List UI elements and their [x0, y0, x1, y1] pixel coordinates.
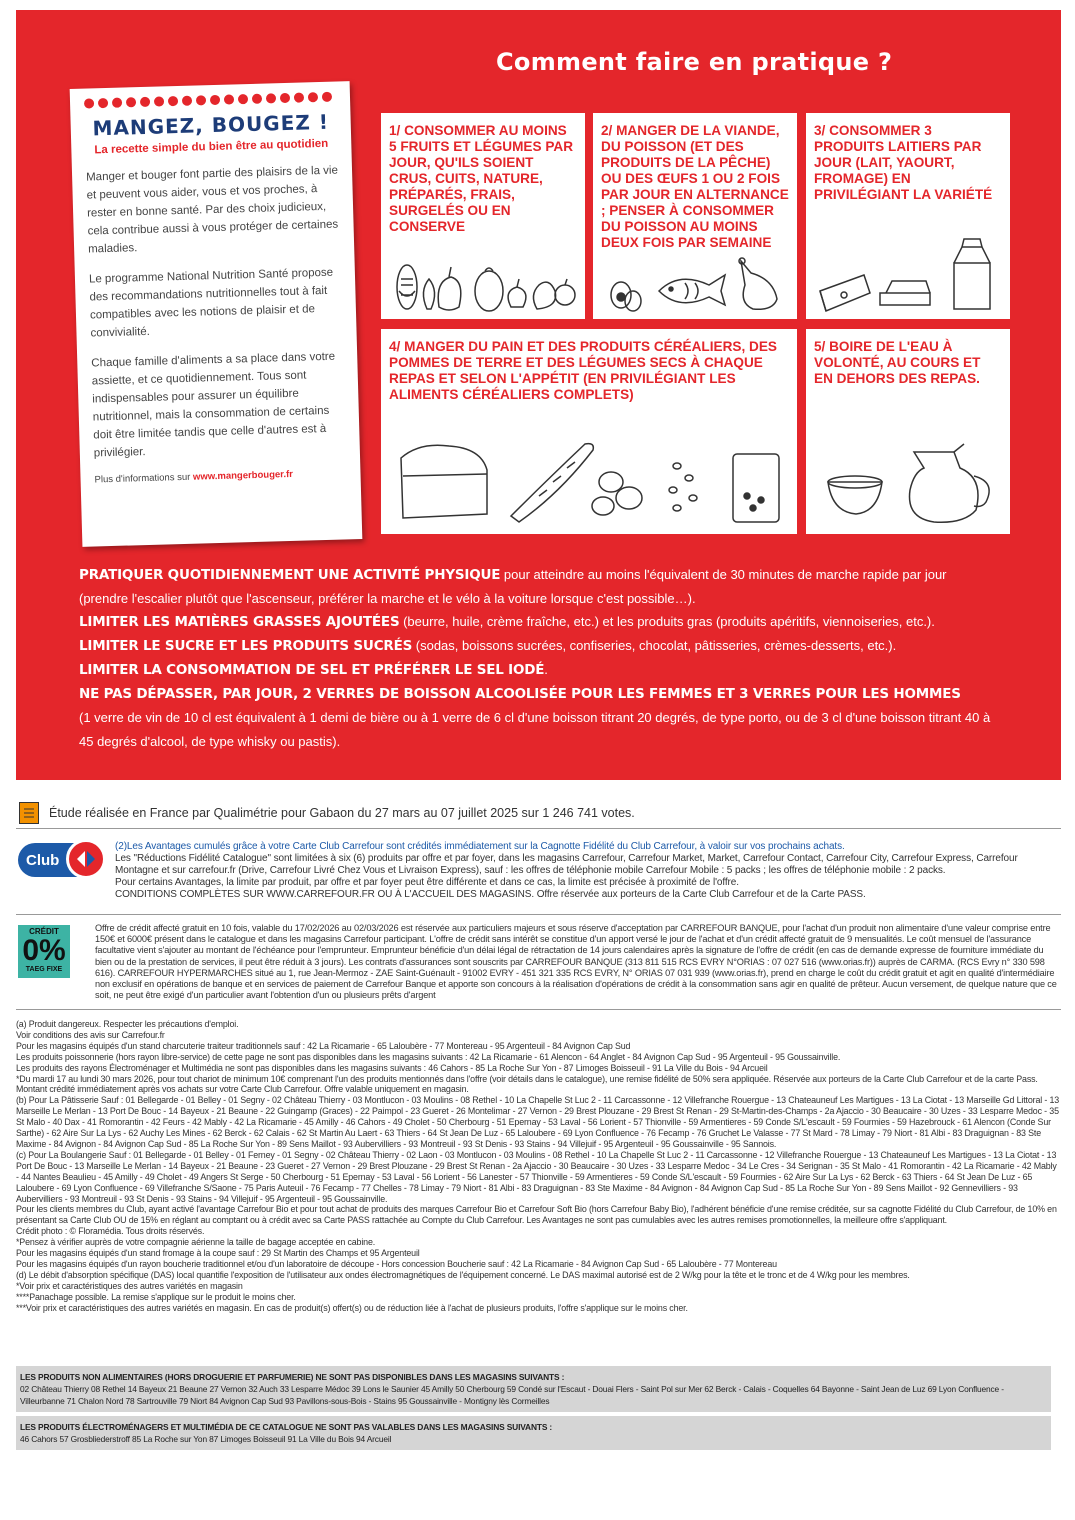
note: Pour les magasins équipés d'un stand charcuterie traiteur traditionnels sauf : 42 La Ricamarie - 65 Laloubère - 77 Montereau - 95 Argenteuil - 84 Avignon Cap Sud [16, 1040, 631, 1051]
card-meat-fish-eggs [593, 113, 797, 319]
divider [16, 828, 1061, 829]
panel-title: Comment faire en pratique ? [496, 48, 893, 76]
notepad-rings [84, 92, 336, 109]
non-food-exclusions [16, 1366, 1051, 1412]
note: Les produits poissonnerie (hors rayon libre-service) de cette page ne sont pas disponibles dans les magasins suivants : 42 La Ricamarie - 61 Alencon - 64 Anglet - 84 Avignon Cap Sud - 95 Argenteuil - 95 Goussainville. [16, 1051, 841, 1062]
guideline: LIMITER LA CONSOMMATION DE SEL ET PRÉFÉRER LE SEL IODÉ. [79, 662, 548, 678]
note: (c) Pour La Boulangerie Sauf : 01 Bellegarde - 01 Belley - 01 Ferney - 01 Segny - 02 Château Thierry - 02 Laon - 03 Montlucon - 03 Moulins - 08 Rethel - 10 La Chapelle St Luc 2 - 11 Carcassonne - 12 Villefranche Rouergue - 13 Chateauneuf Les Martigues - 13 La Ciotat - 13 Port De Bouc - 13 Marseille Le Merlan - 14 Bayeux - 21 Beaune - 23 Gueret - 27 Vernon - 29 Brest Plouzane - 29 Brest St Renan - 2a Ajaccio - 30 Beaucaire - 30 Uzes - 33 Lesparre Medoc - 34 Le Cres - 34 Serignan - 35 St Malo - 41 Romorantin - 42 La Ricamarie - 42 Mably - 44 Nantes Beaulieu - 45 Amilly - 49 Cholet - 49 Angers St Serge - 50 Cherbourg - 51 Epernay - 53 Laval - 56 Lorient - 56 Lanester - 57 Thionville - 59 Armentieres - 59 Conde S/L'escault - 59 Fourmies - 62 Aire Sur La Lys - 62 Berck - 63 Thiers - 64 St Jean De Luz - 65 Laloubere - 69 Lyon Confluence - 69 Villefranche S/Saone - 75 Paris Auteuil - 76 Fecamp - 77 Chelles - 78 Limay - 79 Niort - 81 Albi - 83 Draguignan - 83 Ste Maxime - 84 Avignon - 84 Avignon Cap Sud - 85 La Roche Sur Yon - 89 Sens Maillot - 92 Gennevilliers - 93 Aubervilliers - 93 Montreuil - 93 St Denis - 93 Stains - 94 Villejuif - 95 Argenteuil - 95 Goussainville. [16, 1149, 1057, 1204]
card-text: 2/ MANGER DE LA VIANDE, DU POISSON (ET DES PRODUITS DE LA PÊCHE) OU DES ŒUFS 1 OU 2 FOIS PAR JOUR EN ALTERNANCE ; PENSER À CONSOMMER DU POISSON AU MOINS DEUX FOIS PAR SEMAINE [601, 123, 789, 250]
notepad-title: MANGEZ, BOUGEZ ! [92, 109, 330, 141]
notepad-paragraph: Le programme National Nutrition Santé propose des recommandations nutritionnelles tout à fait compatibles avec les notions de plaisir et de convivialité. [88, 266, 334, 340]
note: (a) Produit dangereux. Respecter les précautions d'emploi. [16, 1019, 239, 1029]
note: *Pensez à vérifier auprès de votre compagnie aérienne la taille de bagage acceptée en cabine. [16, 1237, 376, 1248]
mangerbouger-link[interactable]: www.mangerbouger.fr [192, 468, 294, 483]
guideline: LIMITER LE SUCRE ET LES PRODUITS SUCRÉS (sodas, boissons sucrées, confiseries, chocolat, pâtisseries, crèmes-desserts, etc.). [79, 638, 897, 654]
study-badge-icon [19, 802, 39, 824]
note: Les produits des rayons Électroménager et Multimédia ne sont pas disponibles dans les magasins suivants : 46 Cahors - 85 La Roche Sur Yon - 87 Limoges Boisseuil - 91 La Ville du Bois - 94 Arcueil [16, 1062, 768, 1073]
bowl-pitcher-illustration [814, 438, 1002, 528]
box-title: LES PRODUITS ÉLECTROMÉNAGERS ET MULTIMÉDIA DE CE CATALOGUE NE SONT PAS VALABLES DANS LES MAGASINS SUIVANTS : [20, 1422, 553, 1432]
note: *Du mardi 17 au lundi 30 mars 2026, pour tout chariot de minimum 10€ comprenant l'un des produits mentionnés dans l'offre (voir détails dans le catalogue), une remise fidélité de 50% sera appliquée. Réservée aux porteurs de la Carte Club Carrefour et de la carte Pass. Montant crédité immédiatement après vos achats sur votre Carte Club Carrefour. Offre valable uniquement en magasin. [16, 1073, 1038, 1095]
note: ****Panachage possible. La remise s'applique sur le produit le moins cher. [16, 1291, 296, 1302]
note: Pour les magasins équipés d'un rayon boucherie traditionnel et/ou d'un laboratoire de découpe - Hors concession Boucherie sauf : 42 La Ricamarie - 84 Avignon Cap Sud - 65 Laloubère - 77 Montereau [16, 1258, 777, 1269]
note: *Voir prix et caractéristiques des autres variétés en magasin [16, 1280, 243, 1291]
club-conditions: (2)Les Avantages cumulés grâce à votre Carte Club Carrefour sont crédités immédiatement sur la Cagnotte Fidélité du Club Carrefour, à valoir sur vos prochains achats. Les "Réductions Fidélité Catalogue" sont limitées à six (6) produits par offre et par foyer, dans les magasins Carrefour, Carrefour Market, Market, Carrefour Contact, Carrefour City, Carrefour Express, Carrefour Montagne et sur carrefour.fr (Drive, Carrefour Livré Chez Vous et Livraison Express), sauf : les offres de téléphonie mobile Carrefour Mobile : 5 packs ; les offres de téléphonie mobile : 2 packs. Pour certains Avantages, la limite par produit, par offre et par foyer peut être différente et dans ce cas, la limite est précisée à proximité de l'offre. CONDITIONS COMPLÈTES SUR WWW.CARREFOUR.FR OU À L'ACCUEIL DES MAGASINS. Offre réservée aux porteurs de la Carte Club Carrefour et de la Carte PASS. [115, 841, 1018, 900]
notepad-more-info: Plus d'informations sur www.mangerbouger.fr [94, 468, 294, 486]
electronics-exclusions [16, 1416, 1051, 1450]
bread-cereals-illustration [389, 438, 789, 528]
study-note [19, 802, 635, 824]
mangez-bougez-notepad [70, 81, 363, 547]
guideline: LIMITER LES MATIÈRES GRASSES AJOUTÉES (beurre, huile, crème fraîche, etc.) et les produits gras (produits apéritifs, viennoiseries, etc.). [79, 614, 935, 630]
divider [16, 914, 1061, 915]
box-stores: 02 Château Thierry 08 Rethel 14 Bayeux 21 Beaune 27 Vernon 32 Auch 33 Lesparre Médoc 39 Lons le Saunier 45 Amilly 50 Cherbourg 59 Condé sur l'Escaut - Douai Flers - Saint Pol sur Mer 62 Berck - Calais - Coquelles 64 Bayonne - Saint Jean de Luz 69 Lyon Confluence - Villeurbanne 71 Chalon Nord 78 Sartrouville 79 Niort 84 Avignon Cap Sud 93 Pavillons-sous-Bois - Stains 95 Goussainville - Montigny lès Cormeilles [20, 1384, 1004, 1406]
card-dairy [806, 113, 1010, 319]
box-title: LES PRODUITS NON ALIMENTAIRES (HORS DROGUERIE ET PARFUMERIE) NE SONT PAS DISPONIBLES DANS LES MAGASINS SUIVANTS : [20, 1372, 565, 1382]
dairy-illustration [814, 233, 1002, 313]
note: Pour les magasins équipés d'un stand fromage à la coupe sauf : 29 St Martin des Champs et 95 Argenteuil [16, 1248, 420, 1259]
legal-notes [16, 1019, 1061, 1313]
card-fruits-vegetables [381, 113, 585, 319]
credit-conditions: Offre de crédit affecté gratuit en 10 fois, valable du 17/02/2026 au 02/03/2026 est réservée aux particuliers majeurs et sous réserve d'acceptation par CARREFOUR BANQUE, pour l'achat d'un produit non alimentaire d'une valeur comprise entre 150€ et 6000€ présent dans le catalogue et dans les magasins Carrefour participant. L'offre de crédit sans intérêt se constitue d'un apport versé le jour de l'achat et d'un crédit affecté gratuit de 9 mensualités. Le coût mensuel de l'assurance facultative vient s'ajouter au montant de l'échéance pour l'emprunteur. Emprunteur bénéficie d'un délai légal de rétractation de 14 jours calendaires après la signature de l'offre de crédit (en cas de demande expresse de fourniture immédiate du bien ou de la prestation de services, il peut être réduit à 3 jours). Les contrats d'assurances sont souscrits par CARREFOUR BANQUE (313 811 515 RCS EVRY N°ORIAS : 07 027 516 (www.orias.fr)) auprès de CARMA. (RCS Evry n° 330 598 616). CARREFOUR HYPERMARCHES situé au 1, rue Jean-Mermoz - ZAE Saint-Guénault - 91002 EVRY - 451 321 335 RCS EVRY, N° ORIAS 07 031 939 (www.orias.fr), prend en charge le coût du crédit gratuit et agit en qualité d'intermédiaire non exclusif en opérations de banque et en services de paiement de Carrefour Banque et apporte son concours à la réalisation d'opérations de crédit à la consommation sans agir en qualité de prêteur. Aucun versement, de quelque nature que ce soit, ne peut être exigé d'un particulier avant l'obtention d'un ou plusieurs prêts d'argent [95, 923, 1057, 1001]
note: (b) Pour La Pâtisserie Sauf : 01 Bellegarde - 01 Belley - 01 Segny - 02 Château Thierry - 03 Montlucon - 03 Moulins - 08 Rethel - 10 La Chapelle St Luc 2 - 11 Carcassonne - 12 Villefranche Rouergue - 13 Chateauneuf Les Martigues - 13 La Ciotat - 13 Marseille Gd Littoral - 13 Marseille Le Merlan - 13 Port De Bouc - 14 Bayeux - 21 Beaune - 22 Guingamp (Graces) - 22 Paimpol - 23 Gueret - 26 Montelimar - 27 Vernon - 29 Brest Plouzane - 29 Brest St Renan - 29 St-Martin-des-Champs - 2a Ajaccio - 30 Beaucaire - 30 Uzes - 33 Lesparre Medoc - 35 St Malo - 40 Dax - 41 Romorantin - 42 Feurs - 42 Mably - 42 La Ricamarie - 45 Amilly - 46 Cahors - 49 Cholet - 50 Cherbourg - 51 Epernay - 53 Laval - 56 Lorient - 57 Thionville - 59 Armentieres - 59 Conde S/L'escault - 59 Fourmies - 59 Hazebrouck - 61 Alencon (Conde Sur Sarthe) - 62 Aire Sur La Lys - 62 Auchy Les Mines - 62 Berck - 62 Calais - 62 St Martin Au Laert - 63 Thiers - 64 St Jean De Luz - 65 Laloubere - 69 Lyon Confluence - 76 Fecamp - 76 Gruchet Le Valasse - 77 St Mard - 78 Limay - 79 Niort - 81 Albi - 83 Draguignan - 83 Ste Maxime - 84 Avignon - 84 Avignon Cap Sud - 85 La Roche Sur Yon - 89 Sens Maillot - 93 Aubervilliers - 93 Montreuil - 93 St Denis - 93 Stains - 94 Villejuif - 95 Argenteuil - 95 Goussainville - 95 Sannois. [16, 1095, 1060, 1149]
notepad-paragraph: Chaque famille d'aliments a sa place dans votre assiette, et ce quotidiennement. Tous sont indispensables pour assurer un équilibre nutritionnel, mais la consommation de certains doit être limitée tandis que celle d'autres est à privilégier. [91, 350, 336, 460]
study-text: Étude réalisée en France par Qualimétrie pour Gabaon du 27 mars au 07 juillet 2025 sur 1 246 741 votes. [49, 806, 635, 820]
note: Pour les clients membres du Club, ayant activé l'avantage Carrefour Bio et pour tout achat de produits des marques Carrefour Bio et Carrefour Soft Bio (hors Carrefour Baby Bio), l'adhérent bénéficie d'une remise créditée, sur sa cagnotte Fidélité du Club Carrefour, de 10% en présentant sa Carte Club OU de 15% en réglant au comptant ou à crédit avec sa Carte PASS rattachée au Compte du Club Carrefour. Les Avantages ne sont pas cumulables avec les autres remises promotionnelles, la meilleure offre s'appliquant. [16, 1204, 1057, 1226]
card-bread-cereals [381, 329, 797, 534]
notepad-subtitle: La recette simple du bien être au quotidien [94, 137, 329, 157]
guidelines [79, 563, 999, 753]
notepad-paragraph: Manger et bouger font partie des plaisirs de la vie et peuvent vous aider, vous et vos proches, à rester en bonne santé. Par des choix judicieux, cela contribue aussi à vous protéger de certaines maladies. [85, 164, 339, 256]
guideline: PRATIQUER QUOTIDIENNEMENT UNE ACTIVITÉ PHYSIQUE pour atteindre au moins l'équivalent de 30 minutes de marche rapide par jour (prendre l'escalier plutôt que l'ascenseur, préférer la marche et le vélo à la voiture lorsque c'est possible…). [79, 567, 947, 606]
note: ***Voir prix et caractéristiques des autres variétés en magasin. En cas de produit(s) offert(s) ou de réduction liée à l'achat de plusieurs produits, l'offre s'applique sur le moins cher. [16, 1302, 688, 1313]
card-text: 4/ MANGER DU PAIN ET DES PRODUITS CÉRÉALIERS, DES POMMES DE TERRE ET DES LÉGUMES SECS À CHAQUE REPAS ET SELON L'APPÉTIT (EN PRIVILÉGIANT LES ALIMENTS CÉRÉALIERS COMPLETS) [389, 339, 777, 402]
guideline: (1 verre de vin de 10 cl est équivalent à 1 demi de bière ou à 1 verre de 6 cl d'une boisson titrant 20 degrés, de type porto, ou de 3 cl d'une boisson titrant 40 à 45 degrés d'alcool, de type whisky ou pastis). [79, 710, 991, 749]
fruits-vegetables-illustration [389, 251, 577, 313]
egg-fish-meat-illustration [601, 253, 789, 313]
carrefour-logo-icon [66, 839, 106, 879]
note: Crédit photo : © Floramédia. Tous droits réservés. [16, 1226, 205, 1237]
club-carrefour-logo: Club [18, 843, 104, 877]
card-water [806, 329, 1010, 534]
card-text: 1/ CONSOMMER AU MOINS 5 FRUITS ET LÉGUMES PAR JOUR, QU'ILS SOIENT CRUS, CUITS, NATURE, PRÉPARÉS, FRAIS, SURGELÉS OU EN CONSERVE [389, 123, 574, 234]
credit-zero-badge: CRÉDIT 0% TAEG FIXE [18, 925, 70, 978]
divider [16, 1009, 1061, 1010]
guideline: NE PAS DÉPASSER, PAR JOUR, 2 VERRES DE BOISSON ALCOOLISÉE POUR LES FEMMES ET 3 VERRES POUR LES HOMMES [79, 686, 961, 702]
note: Voir conditions des avis sur Carrefour.fr [16, 1029, 165, 1040]
card-text: 5/ BOIRE DE L'EAU À VOLONTÉ, AU COURS ET EN DEHORS DES REPAS. [814, 339, 981, 386]
card-text: 3/ CONSOMMER 3 PRODUITS LAITIERS PAR JOUR (LAIT, YAOURT, FROMAGE) EN PRIVILÉGIANT LA VARIÉTÉ [814, 123, 993, 202]
box-stores: 46 Cahors 57 Grosbliederstroff 85 La Roche sur Yon 87 Limoges Boisseuil 91 La Ville du Bois 94 Arcueil [20, 1434, 392, 1444]
note: (d) Le débit d'absorption spécifique (DAS) local quantifie l'exposition de l'utilisateur aux ondes électromagnétiques de l'équipement concerné. Le DAS maximal autorisé est de 2 W/kg pour la tête et le tronc et de 4 W/kg pour les membres. [16, 1269, 910, 1280]
